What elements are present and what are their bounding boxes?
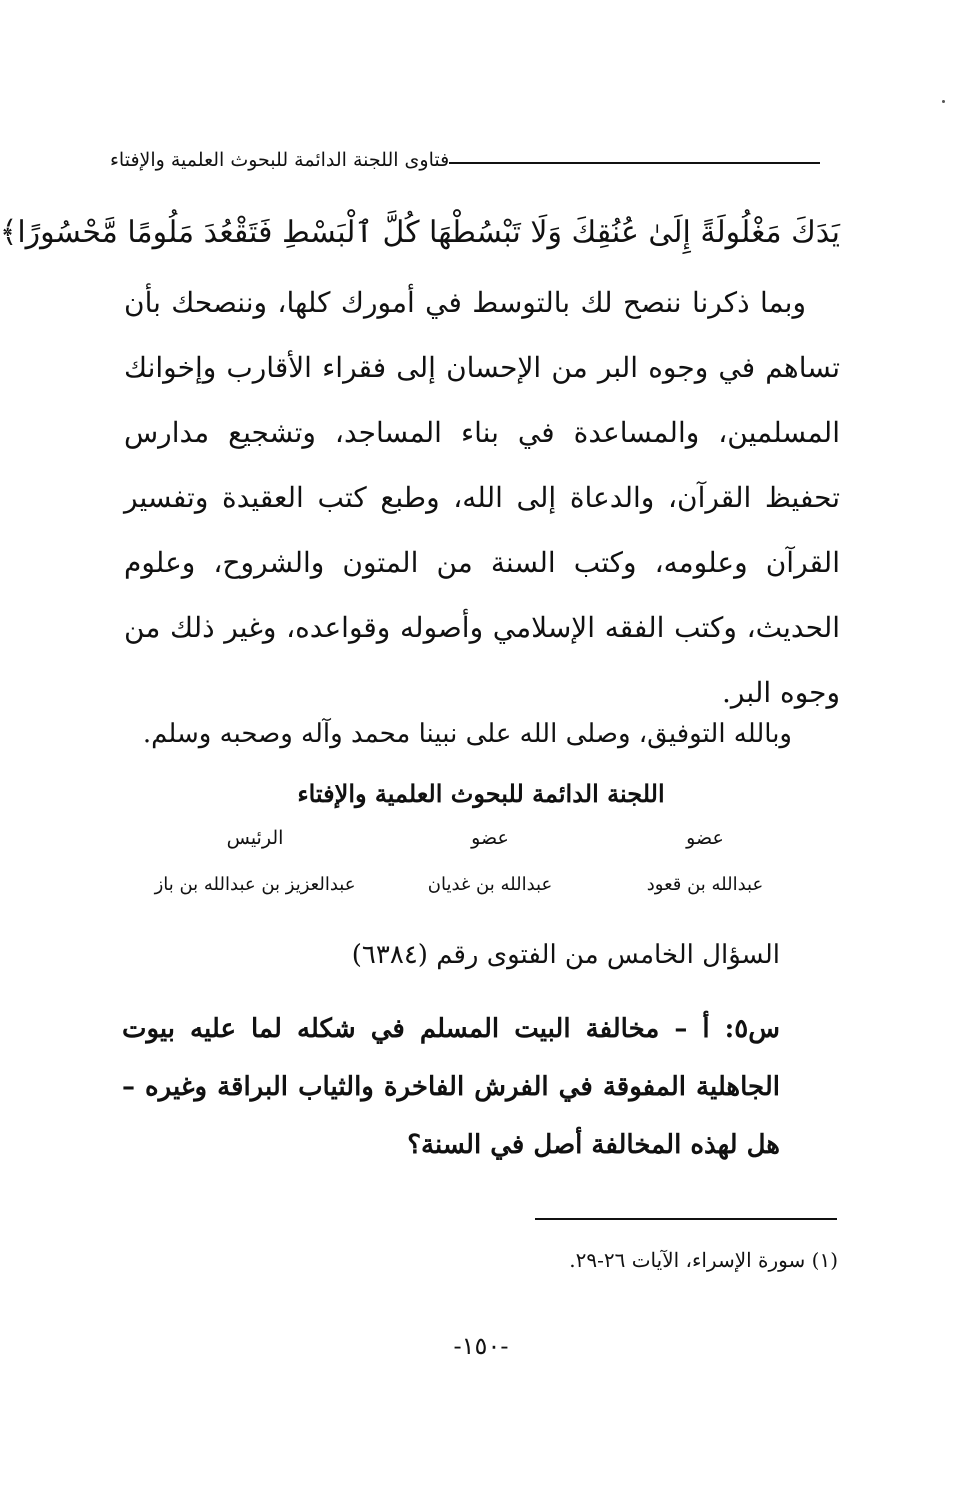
signatory-name: عبدالعزيز بن عبدالله بن باز [154,874,356,895]
signatory [390,822,590,902]
scan-speck [942,100,945,103]
footnote-rule [535,1218,837,1220]
verse-text: يَدَكَ مَغْلُولَةً إِلَىٰ عُنُقِكَ وَلَا تَبْسُطْهَا كُلَّ ٱلْبَسْطِ فَتَقْعُدَ مَلُومًا مَّحْسُورًا﴾ [0,215,840,250]
signatories [140,822,790,912]
signatory-name: عبدالله بن غديان [427,874,553,895]
body-paragraph: وبما ذكرنا ننصح لك بالتوسط في أمورك كلها، وننصحك بأن تساهم في وجوه البر من الإحسان إلى فقراء الأقارب وإخوانك المسلمين، والمساعدة في بناء المساجد، وتشجيع مدارس تحفيظ القرآن، والدعاة إلى الله، وطبع كتب العقيدة وتفسير القرآن وعلومه، وكتب السنة من المتون والشروح، وعلوم الحديث، وكتب الفقه الإسلامي وأصوله وقواعده، وغير ذلك من وجوه البر. [124,286,840,709]
signatory-role: الرئيس [226,827,284,849]
committee-title: اللجنة الدائمة للبحوث العلمية والإفتاء [297,779,665,808]
signatory-name: عبدالله بن قعود [646,874,764,895]
page-number: -١٥٠- [453,1332,509,1360]
quran-verse [0,200,840,259]
signatory [140,822,370,902]
question-text: س٥: أ – مخالفة البيت المسلم في شكله لما عليه بيوت الجاهلية المفوقة في الفرش الفاخرة والثياب البراقة وغيره – هل لهذه المخالفة أصل في السنة؟ [122,1014,780,1160]
running-header [110,142,832,178]
closing-line: وبالله التوفيق، وصلى الله على نبينا محمد وآله وصحبه وسلم. [142,719,792,749]
signatory-role: عضو [686,827,724,849]
fatwa-body [124,270,840,725]
footnote: (١) سورة الإسراء، الآيات ٢٦-٢٩. [569,1248,838,1272]
running-header-title: فتاوى اللجنة الدائمة للبحوث العلمية والإفتاء [110,149,450,171]
signatory-role: عضو [471,827,509,849]
signatory [620,822,790,902]
question [122,1000,780,1174]
question-heading: السؤال الخامس من الفتوى رقم (٦٣٨٤) [351,940,780,970]
header-rule [449,162,820,164]
